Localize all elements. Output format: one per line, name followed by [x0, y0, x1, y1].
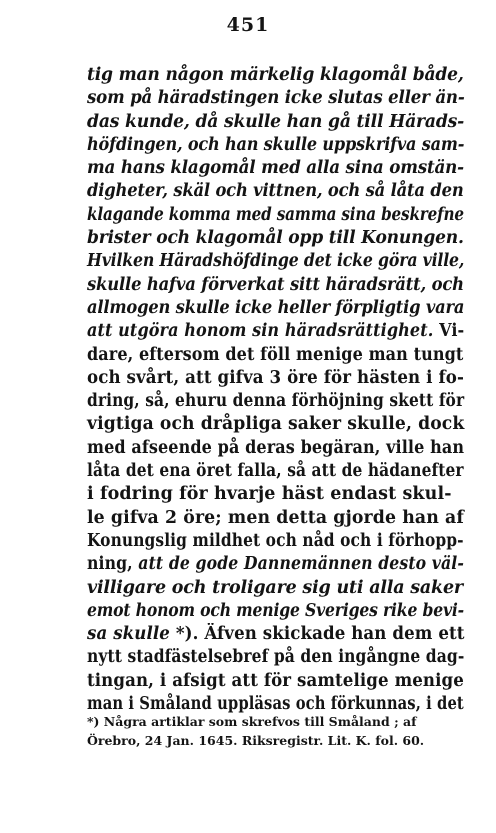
roman-span: *). Äfven skickade han dem ett	[169, 624, 465, 645]
text-line: le gifva 2 öre; men detta gjorde han af	[87, 507, 464, 528]
text-line: och svårt, att gifva 3 öre för hästen i fo-	[87, 367, 464, 388]
text-line: som på häradstingen icke slutas eller än-	[87, 88, 465, 109]
italic-span: sa skulle	[87, 624, 170, 645]
text-line: höfdingen, och han skulle uppskrifva sam-	[87, 134, 465, 155]
footnote-line: Örebro, 24 Jan. 1645. Riksregistr. Lit. K. fol. 60.	[87, 733, 425, 748]
italic-span: att utgöra honom sin häradsrättighet.	[87, 321, 434, 342]
text-line: ma hans klagomål med alla sina omstän-	[87, 158, 464, 179]
text-line: Konungslig mildhet och nåd och i förhopp-	[87, 530, 464, 551]
text-line	[87, 320, 465, 343]
roman-span: ning,	[87, 554, 139, 575]
text-line	[87, 553, 464, 576]
italic-span: att de gode Dannemännen desto väl-	[138, 554, 464, 575]
text-line: das kunde, då skulle han gå till Härads-	[87, 111, 465, 132]
footnote-line: *) Några artiklar som skrefvos till Småland ; af	[87, 714, 417, 729]
footnote	[87, 712, 472, 750]
text-line: nytt stadfästelsebref på den ingångne dag-	[87, 647, 465, 668]
text-line: dring, så, ehuru denna förhöjning skett för	[87, 391, 465, 412]
text-line	[87, 623, 465, 646]
text-line: man i Småland uppläsas och förkunnas, i det	[87, 694, 464, 715]
text-line: emot honom och menige Sveriges rike bevi-	[87, 600, 464, 621]
text-line: skulle hafva förverkat sitt häradsrätt, och	[87, 274, 464, 295]
text-line: låta det ena öret falla, så att de hädanefter	[87, 461, 464, 482]
text-line: i fodring för hvarje häst endast skul-	[87, 484, 452, 505]
text-line: allmogen skulle icke heller förpligtig vara	[87, 297, 465, 318]
text-line: tingan, i afsigt att för samtelige menige	[87, 670, 464, 691]
roman-span: Vi-	[433, 321, 465, 342]
text-line: med afseende på deras begäran, ville han	[87, 437, 465, 458]
text-line: digheter, skäl och vittnen, och så låta den	[87, 181, 464, 202]
text-line: brister och klagomål opp till Konungen.	[87, 228, 464, 249]
page-number: 451	[226, 14, 270, 36]
text-line: Hvilken Häradshöfdinge det icke göra ville,	[87, 251, 465, 272]
text-line: vigtiga och dråpliga saker skulle, dock	[87, 414, 465, 435]
text-line: tig man någon märkelig klagomål både,	[87, 65, 464, 85]
text-line: klagande komma med samma sina beskrefne	[87, 204, 464, 225]
text-line: villigare och troligare sig uti alla saker	[87, 577, 463, 598]
text-line: dare, eftersom det föll menige man tungt	[87, 344, 464, 365]
body-text	[87, 64, 464, 716]
